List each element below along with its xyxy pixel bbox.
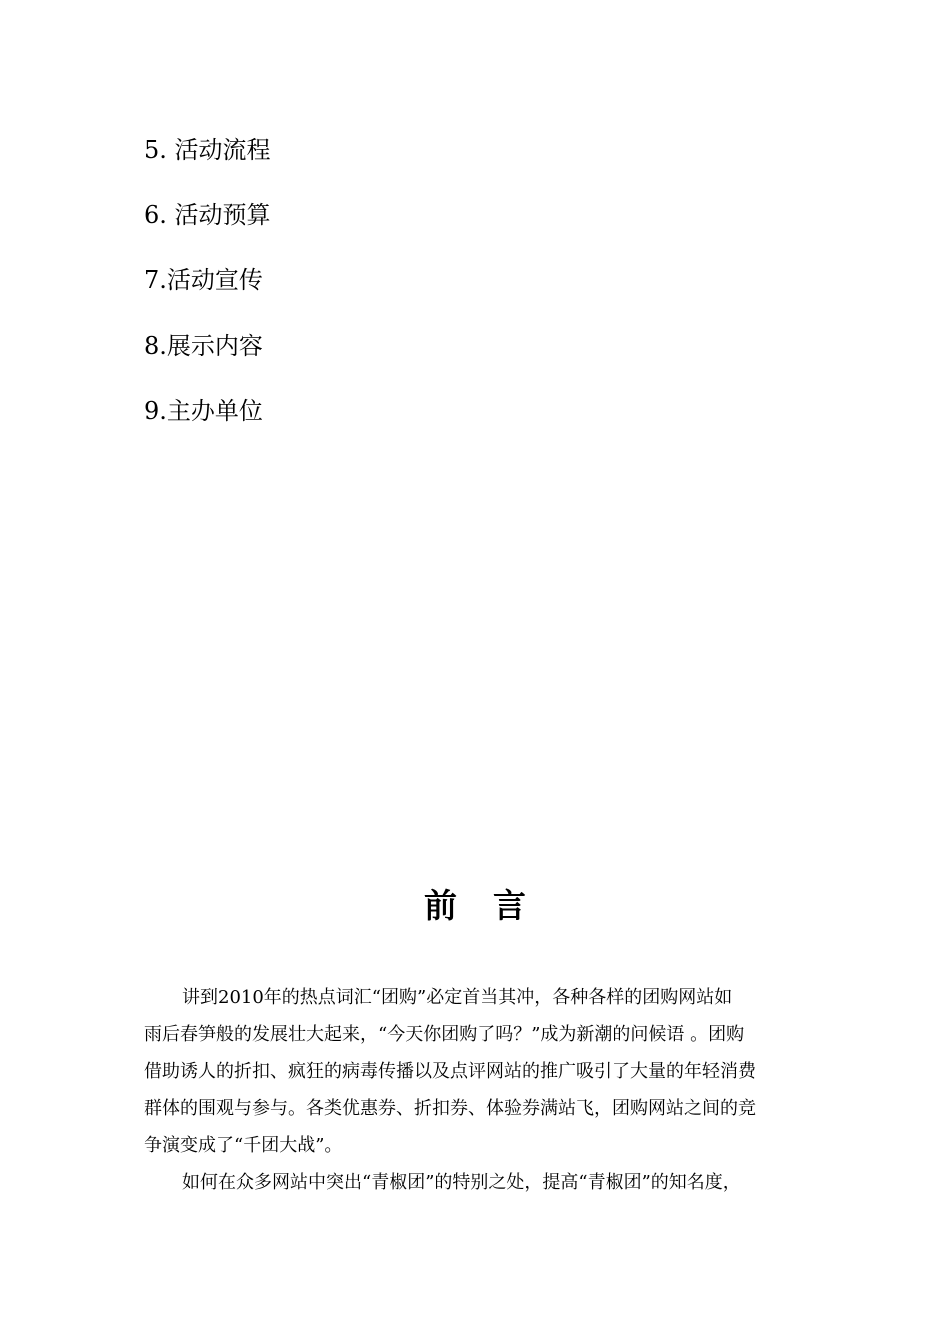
toc-item-organizer: 9.主办单位 (144, 397, 263, 425)
toc-item-display-content: 8.展示内容 (144, 332, 263, 360)
toc-item-activity-budget: 6. 活动预算 (144, 201, 271, 229)
toc-item-activity-promotion: 7.活动宣传 (144, 266, 263, 294)
paragraph-line: 如何在众多网站中突出“青椒团”的特别之处，提高“青椒团”的知名度， (182, 1172, 741, 1193)
paragraph-line: 借助诱人的折扣、疯狂的病毒传播以及点评网站的推广吸引了大量的年轻消费 (144, 1061, 756, 1082)
paragraph-line: 群体的围观与参与。各类优惠券、折扣券、体验券满站飞，团购网站之间的竞 (144, 1098, 756, 1119)
preface-title: 前言 (424, 886, 562, 925)
paragraph-line: 讲到2010年的热点词汇“团购”必定首当其冲，各种各样的团购网站如 (182, 987, 733, 1008)
paragraph-line: 争演变成了“千团大战”。 (144, 1135, 343, 1156)
toc-item-activity-process: 5. 活动流程 (144, 136, 271, 164)
paragraph-line: 雨后春笋般的发展壮大起来，“今天你团购了吗？”成为新潮的问候语 。团购 (144, 1024, 745, 1045)
